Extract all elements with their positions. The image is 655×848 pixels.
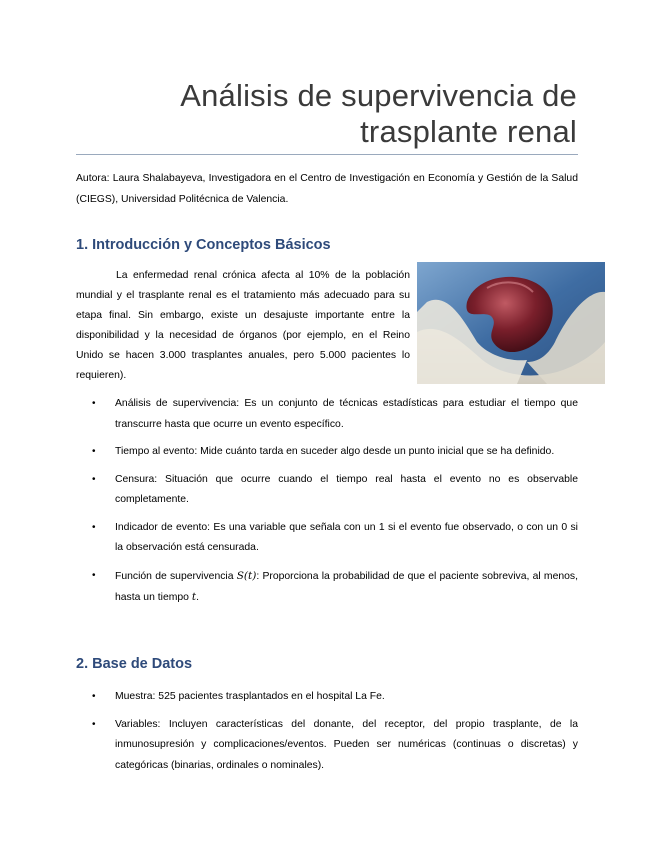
title-line-2: trasplante renal <box>360 114 577 149</box>
list-item: • Análisis de supervivencia: Es un conjunto de técnicas estadísticas para estudiar el tiempo que transcurre hasta que ocurre un evento específico. <box>92 394 578 435</box>
bullet-icon: • <box>92 691 96 702</box>
concepts-list <box>92 394 578 616</box>
kidney-photo <box>417 262 605 384</box>
document-title <box>57 78 577 150</box>
kidney-in-hands-image <box>417 262 605 384</box>
time-symbol: t <box>191 591 197 603</box>
bullet-icon: • <box>92 718 96 730</box>
title-divider <box>76 154 578 155</box>
section-2-heading: 2. Base de Datos <box>76 656 193 672</box>
survival-function-symbol: S(t) <box>236 569 257 582</box>
author-line: Autora: Laura Shalabayeva, Investigadora en el Centro de Investigación en Economía y Gestión de la Salud (CIEGS), Universidad Politécnica de Valencia. <box>76 173 578 205</box>
list-item: • Censura: Situación que ocurre cuando el tiempo real hasta el evento no es observable completamente. <box>92 470 578 511</box>
list-item: • Muestra: 525 pacientes trasplantados en el hospital La Fe. <box>92 687 578 708</box>
bullet-icon: • <box>92 398 96 409</box>
bullet-icon: • <box>92 569 96 581</box>
list-item: • Tiempo al evento: Mide cuánto tarda en suceder algo desde un punto inicial que se ha definido. <box>92 442 578 463</box>
list-item: • Función de supervivencia S(t): Proporciona la probabilidad de que el paciente sobreviva, al menos, hasta un tiempo t. <box>92 566 578 609</box>
section-1-heading: 1. Introducción y Conceptos Básicos <box>76 237 331 253</box>
bullet-icon: • <box>92 446 96 457</box>
intro-paragraph <box>76 266 410 386</box>
intro-text: La enfermedad renal crónica afecta al 10% de la población mundial y el trasplante renal es el tratamiento más adecuado para su etapa final. Sin embargo, existe un desajuste importante entre la disponibilidad y la necesidad de órganos (por ejemplo, en el Reino Unido se hacen 3.000 trasplantes anuales, pero 5.000 pacientes lo requieren). <box>76 270 410 381</box>
list-item: • Indicador de evento: Es una variable que señala con un 1 si el evento fue observado, o con un 0 si la observación está censurada. <box>92 518 578 559</box>
database-list <box>92 687 578 783</box>
list-item: • Variables: Incluyen características del donante, del receptor, del propio trasplante, de la inmunosupresión y complicaciones/eventos. Pueden ser numéricas (continuas o discretas) y categóricas (binarias, ordinales o nominales). <box>92 715 578 777</box>
bullet-icon: • <box>92 521 96 533</box>
bullet-icon: • <box>92 473 96 485</box>
title-line-1: Análisis de supervivencia de <box>180 78 577 113</box>
